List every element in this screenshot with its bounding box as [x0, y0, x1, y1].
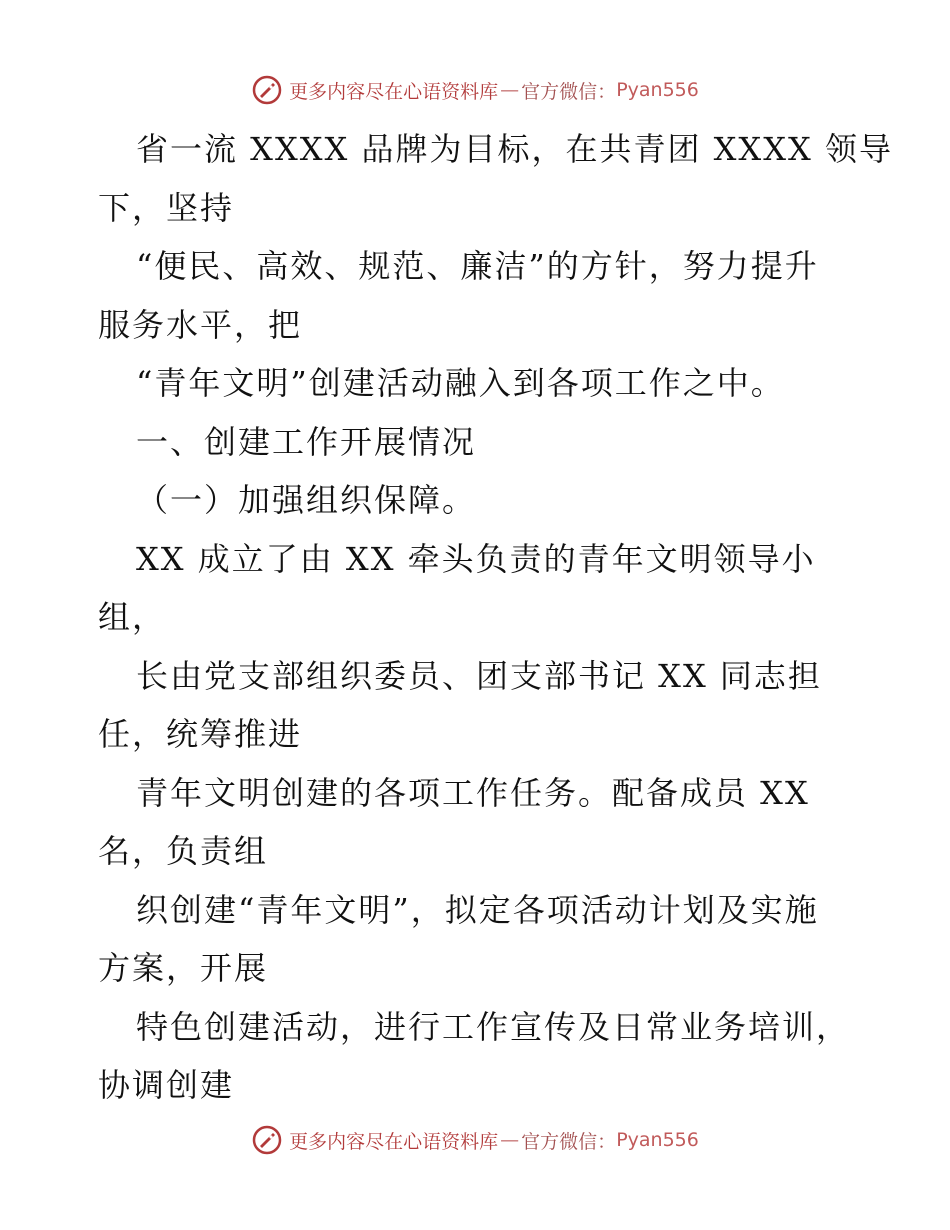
watermark-wechat-id: Pyan556 — [616, 79, 699, 101]
doc-line: 名，负责组 — [98, 832, 269, 870]
doc-line: 特色创建活动，进行工作宣传及日常业务培训， — [136, 1007, 851, 1046]
watermark-dash: — — [500, 1129, 520, 1151]
doc-line: 织创建“青年文明”，拟定各项活动计划及实施 — [136, 890, 819, 929]
doc-line: “青年文明”创建活动融入到各项工作之中。 — [136, 364, 785, 402]
header-watermark — [0, 70, 950, 110]
doc-line: XX 成立了由 XX 牵头负责的青年文明领导小 — [136, 539, 816, 578]
doc-line: 下，坚持 — [98, 188, 235, 227]
doc-line: 协调创建 — [98, 1066, 235, 1104]
doc-line: 组， — [98, 598, 167, 636]
doc-line: 任，统筹推进 — [98, 715, 303, 753]
watermark-dash: — — [500, 79, 520, 101]
watermark-wechat-id: Pyan556 — [616, 1129, 699, 1151]
watermark-library-text: 更多内容尽在心语资料库 — [289, 1130, 499, 1153]
pen-nib-logo-icon — [251, 1124, 283, 1156]
doc-line: 服务水平，把 — [98, 305, 303, 344]
watermark-official-text: 官方微信： — [521, 80, 617, 103]
watermark-official-text: 官方微信： — [521, 1130, 617, 1153]
doc-line: 方案，开展 — [98, 949, 269, 987]
subsection-heading: （一）加强组织保障。 — [136, 481, 477, 519]
doc-line: 青年文明创建的各项工作任务。配备成员 XX — [136, 773, 810, 812]
section-heading: 一、创建工作开展情况 — [136, 422, 477, 461]
document-body — [98, 120, 893, 1115]
doc-line: 长由党支部组织委员、团支部书记 XX 同志担 — [136, 656, 822, 695]
doc-line: 省一流 XXXX 品牌为目标，在共青团 XXXX 领导 — [136, 130, 893, 168]
watermark-library-text: 更多内容尽在心语资料库 — [289, 80, 499, 103]
doc-line: “便民、高效、规范、廉洁”的方针，努力提升 — [136, 247, 819, 285]
pen-nib-logo-icon — [251, 74, 283, 106]
footer-watermark — [0, 1120, 950, 1160]
